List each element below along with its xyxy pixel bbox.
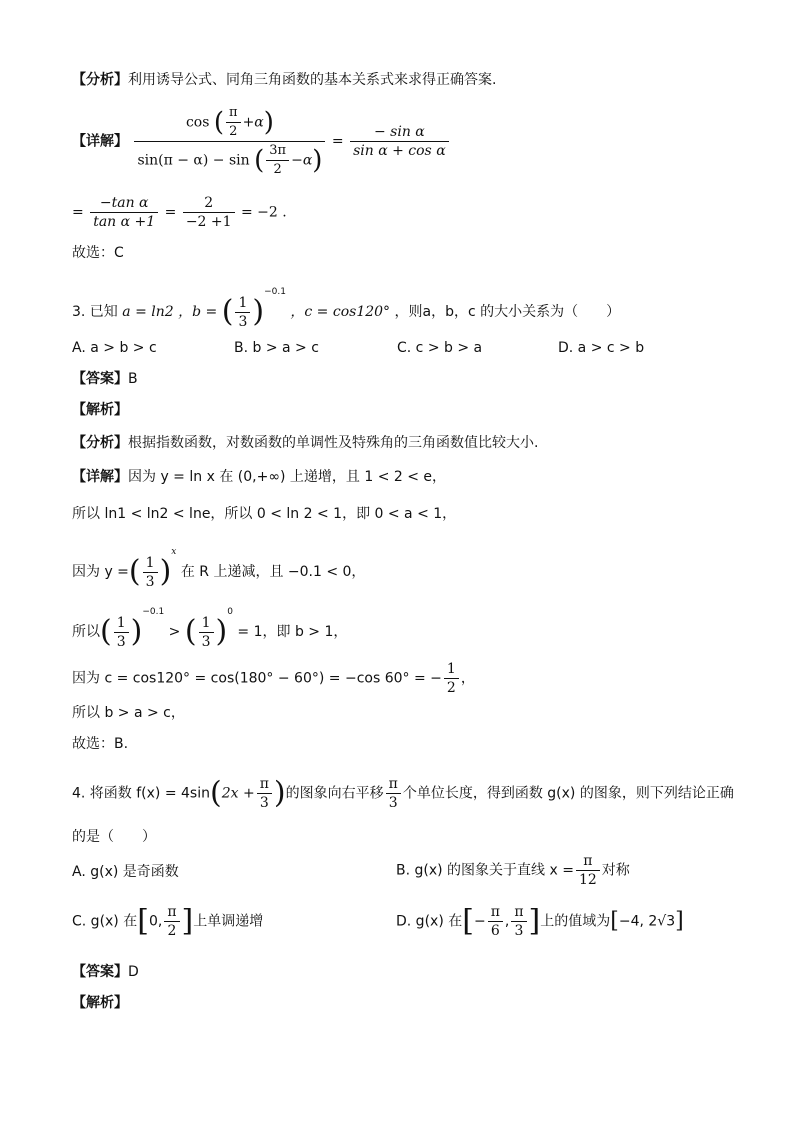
answer-value: B: [128, 371, 138, 387]
detail-main-fraction: [134, 104, 325, 179]
q3-option-d[interactable]: D. a > c > b: [558, 340, 645, 356]
l5-frac: [444, 660, 459, 697]
paren-open: (: [213, 107, 225, 138]
q4-optd-den-1: 6: [490, 923, 500, 939]
q4-optd-pre: D. g(x) 在: [396, 913, 463, 930]
answer4-value: D: [128, 964, 139, 980]
q3-option-b[interactable]: B. b > a > c: [234, 340, 319, 356]
q4-optd-den-2: 3: [514, 923, 524, 939]
q3-b-frac: [235, 294, 250, 331]
q4-optd-post: 上的值域为: [540, 913, 611, 930]
q4-optc-den: 2: [167, 923, 177, 939]
value-fraction: [183, 194, 235, 231]
detail-line-1: [72, 104, 451, 179]
q4-shift-den: 3: [388, 795, 398, 811]
detail-3-line-1: [72, 467, 446, 487]
question-3: 3. 已知 a = ln2 ，b = ( $\frac{1}{3}$ )$^{-0.1}$ ，c = cos120° ，则a，b，c 的大小关系为（ ）: [72, 287, 621, 330]
q4-shift-num: π: [388, 776, 398, 792]
l4-mid: >: [168, 624, 181, 640]
l4-den-1: 3: [116, 633, 126, 650]
q4-optc-pre: C. g(x) 在: [72, 913, 138, 930]
l5-pre: 因为 c = cos120° = cos(180° − 60°) = −cos 60° = −: [72, 670, 442, 687]
tan-den: tan α +1: [93, 214, 156, 230]
l5-num: 1: [446, 661, 456, 677]
q4-optd-range: −4, 2√3: [618, 913, 676, 930]
q4-mid: 的图象向右平移: [285, 785, 384, 802]
analysis-tag: 【分析】: [72, 72, 128, 88]
q3-b-den: 3: [238, 313, 248, 330]
l3-exp: x: [171, 547, 177, 557]
q4-arg-pre: 2x +: [221, 785, 255, 802]
answer-4: [72, 962, 139, 982]
q4-option-c[interactable]: C. g(x) 在[0, $\frac{\pi}{2}$ ]上单调递增: [72, 903, 264, 939]
l3-post: 在 R 上递减，且 −0.1 < 0，: [180, 564, 366, 580]
q4-optd-num-1: π: [490, 904, 500, 920]
q3-c-def: ，c = cos120°: [290, 304, 391, 320]
detail-3-line-3: 因为 y =( $\frac{1}{3}$ )$^x$ 在 R 上递减，且 −0.1 < 0，: [72, 547, 366, 590]
l4-num-1: 1: [116, 614, 126, 631]
result-den: sin α + cos α: [353, 143, 446, 159]
analysis-line-1: [72, 70, 496, 90]
q3-tail: ，则a，b，c 的大小关系为（ ）: [394, 304, 621, 320]
plus-alpha: +α: [242, 114, 264, 131]
value-tail: = −2 .: [241, 204, 287, 221]
paren-open-2: (: [254, 145, 265, 176]
q4-option-b[interactable]: [396, 852, 630, 889]
answer-3: [72, 369, 138, 389]
q4-optd-num-2: π: [514, 904, 524, 920]
three-pi-over-2: [266, 142, 289, 179]
l5-post: ，: [460, 670, 475, 687]
l4-frac-2: [199, 614, 214, 651]
detail-3-line-5: [72, 660, 475, 697]
q4-optc-frac: [164, 903, 179, 940]
equals: =: [331, 133, 344, 150]
q4-shift-frac: [386, 775, 401, 812]
jiexi-4: 【解析】: [72, 995, 128, 1011]
l4-pre: 所以: [72, 624, 100, 640]
l3-frac: [143, 554, 158, 591]
den-left: sin(π − α) − sin: [137, 152, 250, 169]
detail-3-line-4: 所以( $\frac{1}{3}$ )$^{-0.1}$ > ( $\frac{1}{3}$ )$^0$ = 1，即 b > 1，: [72, 607, 348, 650]
cos-text: cos: [185, 114, 210, 131]
l3-den: 3: [145, 573, 155, 590]
l4-post: = 1，即 b > 1，: [237, 624, 348, 640]
l4-exp-1: −0.1: [142, 607, 165, 617]
detail-3-line-2: 所以 ln1 < ln2 < lne，所以 0 < ln 2 < 1，即 0 < a < 1，: [72, 506, 457, 522]
q4-optb-post: 对称: [601, 862, 630, 879]
q4-optc-int-left: 0,: [148, 913, 163, 930]
detail-result-fraction: [350, 123, 449, 160]
q3-option-a[interactable]: A. a > b > c: [72, 340, 157, 356]
jiexi-3: 【解析】: [72, 402, 128, 418]
q3-b-num: 1: [238, 294, 248, 311]
q4-optb-num: π: [583, 853, 593, 869]
answer4-tag: 【答案】: [72, 964, 128, 980]
l4-exp-2: 0: [227, 607, 233, 617]
pi-over-2: [226, 104, 241, 141]
q3-a-def: a = ln2: [122, 304, 174, 320]
paren-close-2: ): [312, 145, 323, 176]
tan-fraction: [90, 194, 158, 231]
pi-num: π: [229, 105, 238, 120]
choose-line-3: 故选：B.: [72, 736, 129, 752]
detail3-l1: 因为 y = ln x 在 (0,+∞) 上递增，且 1 < 2 < e，: [128, 469, 447, 485]
q4-option-d[interactable]: D. g(x) 在[− $\frac{\pi}{6}$ , $\frac{\pi}{3}$ ]上的值域为[−4, 2√3]: [396, 903, 684, 939]
q4-optd-frac-1: [488, 903, 503, 940]
l4-num-2: 1: [201, 614, 211, 631]
q4-line-2: 的是（ ）: [72, 829, 156, 845]
three-pi-den: 2: [273, 162, 282, 177]
q4-optc-num: π: [167, 904, 177, 920]
analysis-3: [72, 433, 538, 453]
l3-pre: 因为 y =: [72, 564, 129, 580]
q4-optc-post: 上单调递增: [193, 913, 264, 930]
detail-tag: 【详解】: [72, 133, 128, 150]
q3-b-exp: −0.1: [264, 287, 286, 297]
minus-alpha: −α: [291, 152, 313, 169]
answer-tag: 【答案】: [72, 371, 128, 387]
analysis3-text: 根据指数函数，对数函数的单调性及特殊角的三角函数值比较大小.: [128, 435, 539, 451]
q4-optb-pre: B. g(x) 的图象关于直线 x =: [396, 862, 574, 879]
q3-option-c[interactable]: C. c > b > a: [397, 340, 483, 356]
q4-option-a[interactable]: A. g(x) 是奇函数: [72, 864, 179, 880]
detail-3-line-6: 所以 b > a > c，: [72, 705, 185, 721]
q4-arg-den: 3: [259, 795, 269, 811]
q3-b-lead: ，b =: [178, 304, 218, 320]
l3-num: 1: [145, 554, 155, 571]
q4-optb-frac: [576, 852, 600, 889]
tan-num: −tan α: [99, 195, 149, 211]
l4-den-2: 3: [201, 633, 211, 650]
detail-line-2: = $\frac{\text{−tan α}}{\text{tan α +1}}$ = $\frac{2}{-2 +1}$ = −2 .: [72, 195, 287, 230]
q4-arg-frac: [257, 775, 272, 812]
value-num: 2: [204, 195, 214, 211]
detail3-tag: 【详解】: [72, 469, 128, 485]
three-pi-num: 3π: [269, 143, 287, 158]
result-num: − sin α: [373, 124, 425, 140]
analysis-text: 利用诱导公式、同角三角函数的基本关系式来求得正确答案.: [128, 72, 497, 88]
main-denominator: [134, 142, 325, 179]
l5-den: 2: [446, 680, 456, 696]
question-4: 4. 将函数 f(x) = 4sin(2x + $\frac{\pi}{3}$ )的图象向右平移 $\frac{\pi}{3}$ 个单位长度，得到函数 g(x) 的图象，则下列结论正确: [72, 775, 734, 811]
q4-tail: 个单位长度，得到函数 g(x) 的图象，则下列结论正确: [402, 785, 734, 802]
q4-optb-den: 12: [578, 872, 597, 888]
l4-frac-1: [114, 614, 129, 651]
paren-close: ): [263, 107, 274, 138]
value-den: −2 +1: [185, 214, 232, 230]
q4-prefix: 4. 将函数 f(x) = 4sin: [72, 785, 210, 802]
q3-prefix: 3. 已知: [72, 304, 118, 320]
pi-den: 2: [229, 124, 238, 139]
analysis3-tag: 【分析】: [72, 435, 128, 451]
q4-arg-num: π: [259, 776, 269, 792]
main-numerator: [183, 104, 277, 141]
choose-line-1: 故选：C: [72, 245, 124, 261]
q4-optd-frac-2: [511, 903, 526, 940]
